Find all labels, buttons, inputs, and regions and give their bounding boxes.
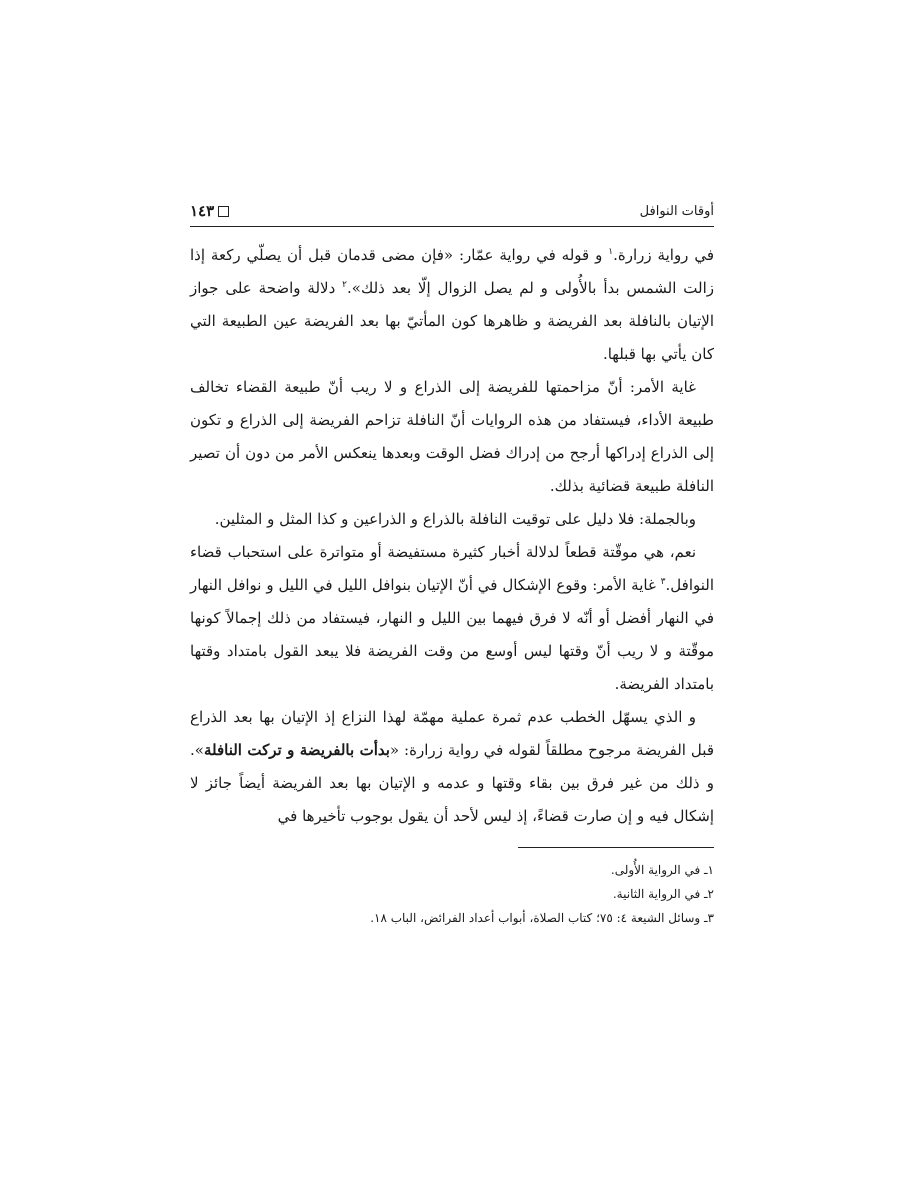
quoted-bold-text: بدأت بالفريضة و تركت النافلة bbox=[203, 741, 390, 759]
main-text bbox=[190, 239, 714, 833]
footnote-1: ١ـ في الرواية الأُولى. bbox=[610, 863, 714, 877]
footnote-ref-2: ٢ bbox=[342, 280, 348, 290]
footnote-divider bbox=[518, 847, 714, 848]
running-title: أوقات النوافل bbox=[639, 204, 714, 219]
paragraph-2: غاية الأمر: أنّ مزاحمتها للفريضة إلى الذراع و لا ريب أنّ طبيعة القضاء تخالف طبيعة الأداء، فيستفاد من هذه الروايات أنّ النافلة تزاحم الفريضة إلى الذراع و تكون إلى الذراع إدراكها أرجح من إدراك فضل الوقت وبعدها ينعكس الأمر من دون أن تصير النافلة طبيعة قضائية بذلك. bbox=[190, 378, 714, 495]
page-number bbox=[190, 202, 229, 220]
page-header bbox=[190, 196, 714, 227]
footnotes bbox=[190, 858, 714, 930]
paragraph-1: في رواية زرارة.$^١$ و قوله في رواية عمّار: «فإن مضى قدمان قبل أن يصلّي ركعة إذا زالت الشمس بدأ بالأُولى و لم يصل الزوال إلّا بعد ذلك».$^٢$ دلالة واضحة على جواز الإتيان بالنافلة بعد الفريضة و ظاهرها كون المأتيّ بها بعد الفريضة عين الطبيعة التي كان يأتي بها قبلها. bbox=[190, 246, 715, 363]
paragraph-4: نعم، هي موقّتة قطعاً لدلالة أخبار كثيرة مستفيضة أو متواترة على استحباب قضاء النوافل.$^٣$ غاية الأمر: وقوع الإشكال في أنّ الإتيان بنوافل الليل في الليل و نوافل النهار في النهار أفضل أو أنّه لا فرق فيهما بين الليل و النهار، فيستفاد من ذلك إجمالاً كونها موقّتة و لا ريب أنّ وقتها ليس أوسع من وقت الفريضة فلا يبعد القول بامتداد وقتها بامتداد الفريضة. bbox=[190, 543, 714, 693]
page-number-text: ١٤٣ bbox=[190, 202, 215, 220]
footnote-3: ٣ـ وسائل الشيعة ٤: ٧٥؛ كتاب الصلاة، أبواب أعداد الفرائض، الباب ١٨. bbox=[370, 911, 714, 925]
footnote-ref-1: ١ bbox=[608, 247, 614, 257]
footnote-2: ٢ـ في الرواية الثانية. bbox=[612, 887, 714, 901]
paragraph-3: وبالجملة: فلا دليل على توقيت النافلة بالذراع و الذراعين و كذا المثل و المثلين. bbox=[214, 510, 696, 528]
square-ornament-icon bbox=[218, 206, 229, 217]
paragraph-5: و الذي يسهّل الخطب عدم ثمرة عملية مهمّة لهذا النزاع إذ الإتيان بها بعد الذراع قبل الفريضة مرجوح مطلقاً لقوله في رواية زرارة: «بدأت بالفريضة و تركت النافلة». و ذلك من غير فرق بين بقاء وقتها و عدمه و الإتيان بها بعد الفريضة أيضاً جائز لا إشكال فيه و إن صارت قضاءً، إذ ليس لأحد أن يقول بوجوب تأخيرها في bbox=[190, 708, 714, 825]
footnote-ref-3: ٣ bbox=[660, 577, 666, 587]
book-page bbox=[190, 196, 714, 930]
